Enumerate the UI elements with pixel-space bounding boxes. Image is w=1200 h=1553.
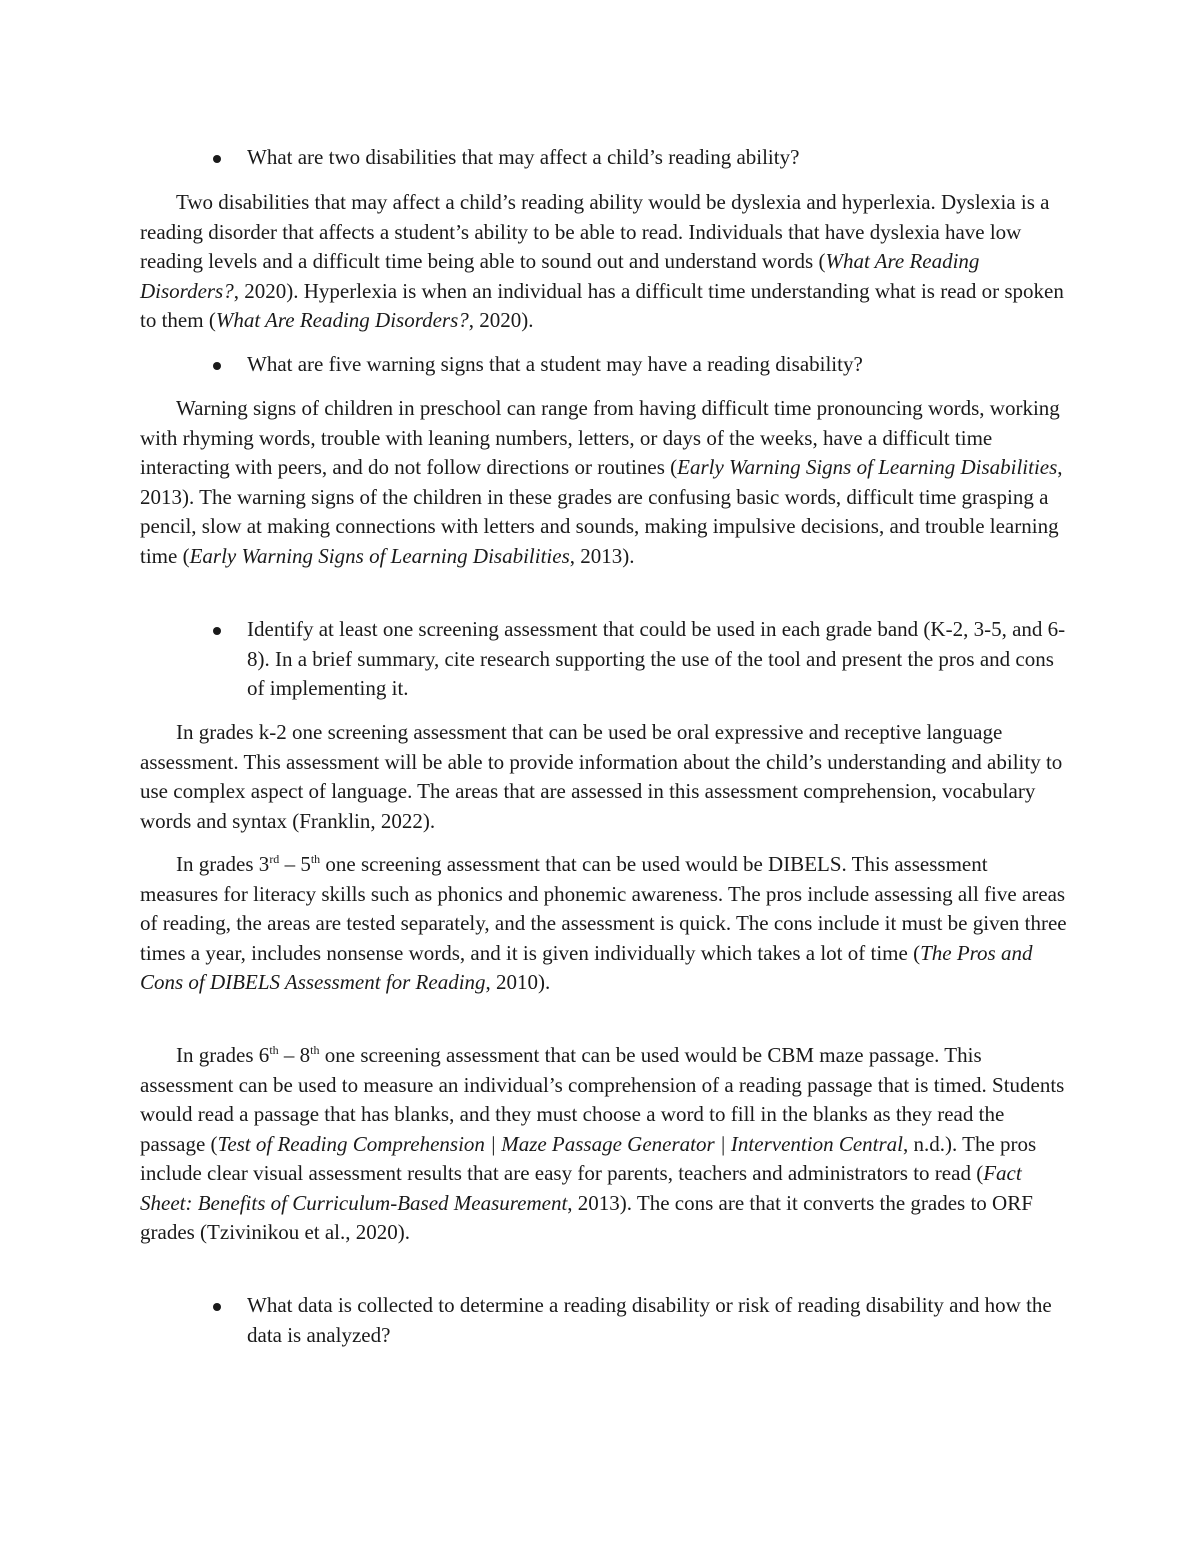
grade-text: In grades 3 xyxy=(176,852,270,876)
answer-2-text-b: , 2013). The warning signs of the children in these grades are confusing basic words, difficult time grasping a pencil, slow at making connections with letters and sounds, making impulsive decisions, and trouble learning time ( xyxy=(140,455,1063,568)
answer-6-8-text-c: , 2013). The cons are that it converts the grades to ORF grades (Tzivinikou et al., 2020). xyxy=(140,1190,1033,1244)
question-2-text: What are five warning signs that a student may have a reading disability? xyxy=(247,352,863,376)
answer-1-text-a: Two disabilities that may affect a child’s reading ability would be dyslexia and hyperlexia. Dyslexia is a reading disorder that affects a student’s ability to be able to read. Individuals that have dyslexia have low reading levels and a difficult time being able to sound out and understand words ( xyxy=(140,190,1050,273)
answer-1-text-b: , 2020). Hyperlexia is when an individual has a difficult time understanding what is read or spoken to them ( xyxy=(140,278,1064,332)
grade-text: – 5 xyxy=(279,852,311,876)
answer-2-paragraph xyxy=(140,394,1070,571)
answer-6-8-text-a: one screening assessment that can be used would be CBM maze passage. This assessment can be used to measure an individual’s comprehension of a reading passage that is timed. Students would read a passage that has blanks, and they must choose a word to fill in the blanks as they read the passage ( xyxy=(140,1043,1065,1156)
answer-1-paragraph xyxy=(140,188,1070,336)
ordinal-suffix: th xyxy=(269,1043,279,1057)
citation-title: What Are Reading Disorders? xyxy=(215,308,469,332)
citation-title: The Pros and Cons of DIBELS Assessment for Reading xyxy=(140,940,1033,994)
answer-3-5-paragraph xyxy=(140,850,1070,998)
answer-k2-text: In grades k-2 one screening assessment that can be used be oral expressive and receptive language assessment. This assessment will be able to provide information about the child’s understanding and ability to use complex aspect of language. The areas that are assessed in this assessment comprehension, vocabulary words and syntax (Franklin, 2022). xyxy=(140,720,1063,833)
grade-text: – 8 xyxy=(278,1043,311,1067)
answer-6-8-paragraph xyxy=(140,1041,1070,1248)
ordinal-suffix: th xyxy=(310,852,321,866)
citation-title: Early Warning Signs of Learning Disabilities xyxy=(189,543,570,568)
citation-title: Early Warning Signs of Learning Disabilities xyxy=(677,455,1058,479)
grade-text: In grades 6 xyxy=(176,1043,270,1067)
answer-3-5-text-b: , 2010). xyxy=(485,970,551,994)
citation-title: Fact Sheet: Benefits of Curriculum-Based Measurement xyxy=(140,1161,1022,1215)
question-4-text: What data is collected to determine a reading disability or risk of reading disability and how the data is analyzed? xyxy=(247,1293,1052,1347)
answer-2-text-a: Warning signs of children in preschool can range from having difficult time pronouncing words, working with rhyming words, trouble with leaning numbers, letters, or days of the weeks, have a difficult time interacting with peers, and do not follow directions or routines ( xyxy=(140,396,1060,479)
answer-2-text-c: , 2013). xyxy=(569,543,635,568)
citation-title: What Are Reading Disorders? xyxy=(140,249,980,303)
answer-k2-paragraph xyxy=(140,718,1070,836)
question-1-text: What are two disabilities that may affect a child’s reading ability? xyxy=(247,145,800,169)
question-3-text: Identify at least one screening assessment that could be used in each grade band (K-2, 3-5, and 6-8). In a brief summary, cite research supporting the use of the tool and present the pros and cons of implementing it. xyxy=(247,617,1066,700)
ordinal-suffix: th xyxy=(310,1043,320,1057)
answer-3-5-text-a: one screening assessment that can be used would be DIBELS. This assessment measures for literacy skills such as phonics and phonemic awareness. The pros include assessing all five areas of reading, the areas are tested separately, and the assessment is quick. The cons include it must be given three times a year, includes nonsense words, and it is given individually which takes a lot of time ( xyxy=(140,852,1067,965)
citation-title: Test of Reading Comprehension | Maze Passage Generator | Intervention Central xyxy=(217,1131,903,1156)
answer-1-text-c: , 2020). xyxy=(468,308,534,332)
answer-6-8-text-b: , n.d.). The pros include clear visual assessment results that are easy for parents, teachers and administrators to read ( xyxy=(140,1131,1037,1185)
ordinal-suffix: rd xyxy=(269,852,280,866)
